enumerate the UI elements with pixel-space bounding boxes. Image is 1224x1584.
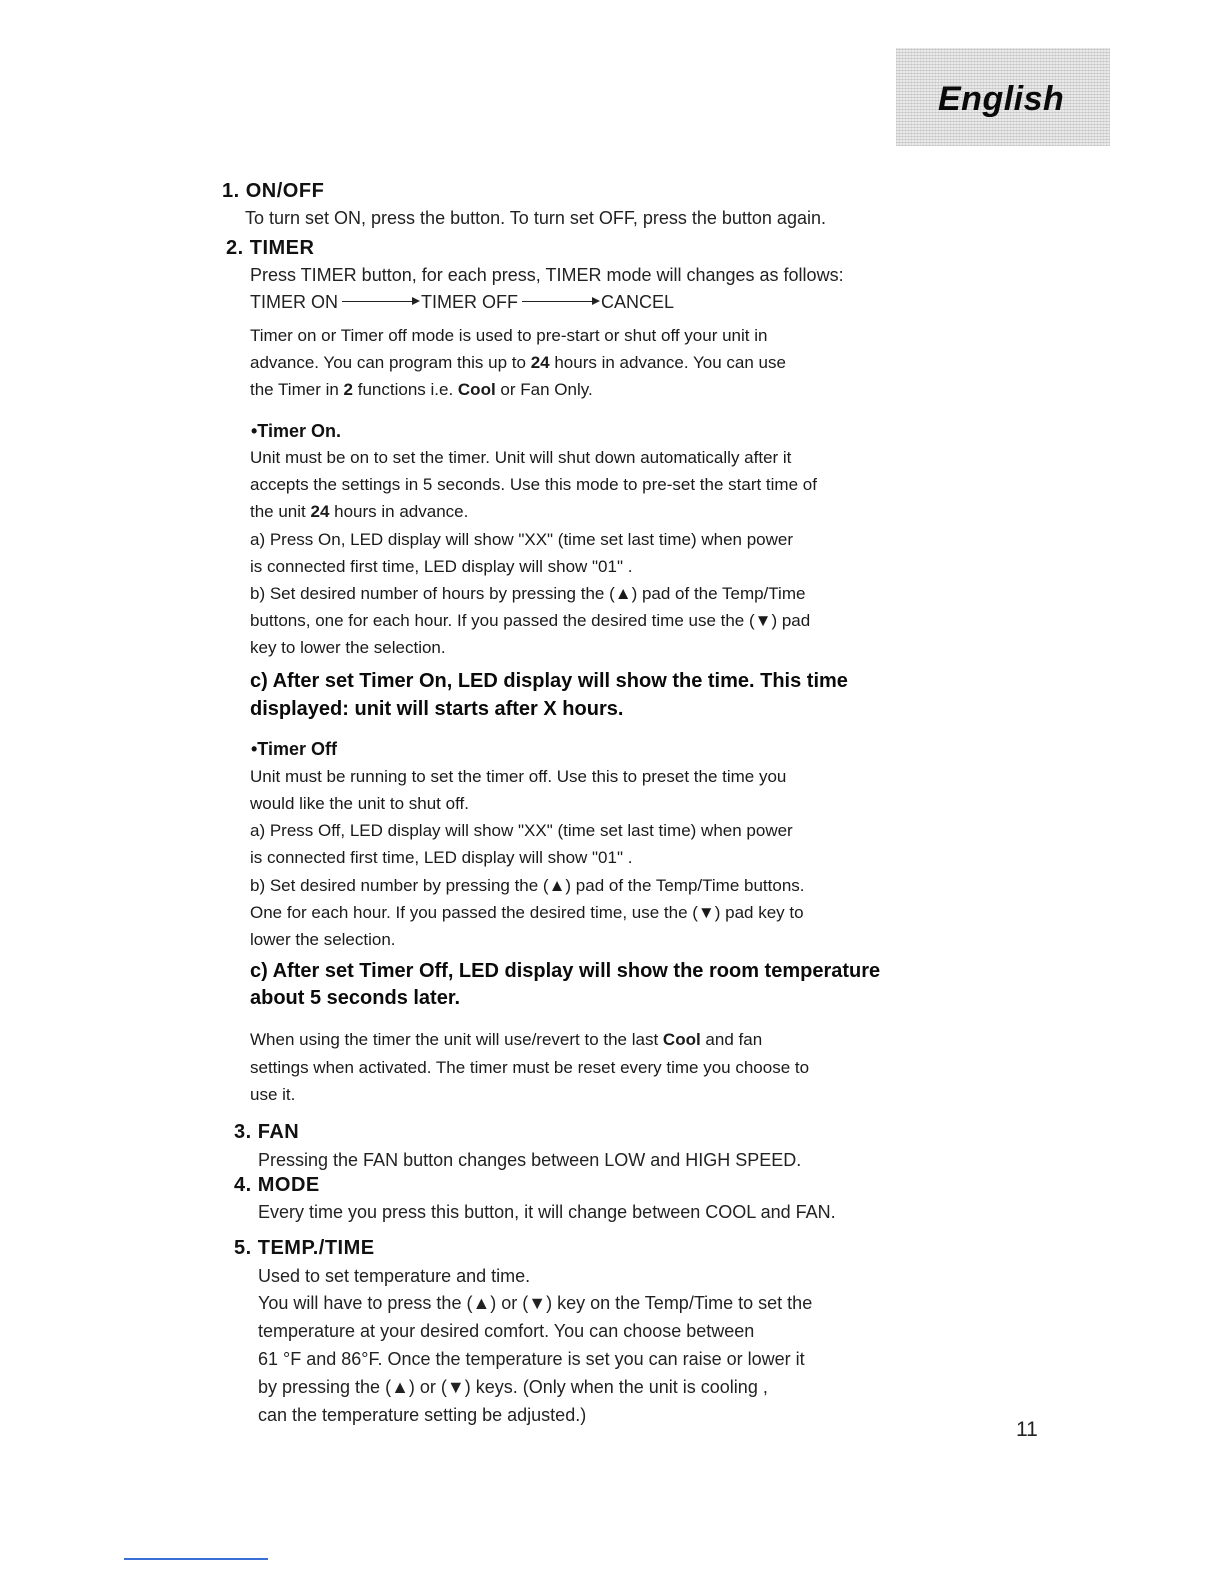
timer-on-step-b: b) Set desired number of hours by pressing the (▲) pad of the Temp/Time bbox=[250, 584, 806, 603]
temp-time-line: You will have to press the (▲) or (▼) key on the Temp/Time to set the bbox=[258, 1293, 813, 1313]
timer-note-line: When using the timer the unit will use/revert to the last Cool and fan bbox=[250, 1030, 763, 1049]
timer-off-title: •Timer Off bbox=[251, 739, 337, 759]
on-off-description: To turn set ON, press the button. To turn set OFF, press the button again. bbox=[245, 208, 826, 228]
timer-off-step-a: a) Press Off, LED display will show "XX" (time set last time) when power bbox=[250, 821, 793, 840]
timer-paragraph-line: the Timer in 2 functions i.e. Cool or Fan Only. bbox=[250, 380, 593, 399]
footer-rule bbox=[124, 1558, 268, 1560]
timer-on-title: •Timer On. bbox=[251, 421, 341, 441]
page-number: 11 bbox=[1016, 1418, 1038, 1441]
timer-off-line: would like the unit to shut off. bbox=[250, 794, 469, 813]
timer-off-step-b-cont: One for each hour. If you passed the desired time, use the (▼) pad key to bbox=[250, 903, 804, 922]
timer-intro: Press TIMER button, for each press, TIMER mode will changes as follows: bbox=[250, 265, 844, 285]
temp-time-line: temperature at your desired comfort. You can choose between bbox=[258, 1321, 755, 1341]
timer-on-line: Unit must be on to set the timer. Unit will shut down automatically after it bbox=[250, 448, 792, 467]
timer-on-step-c-cont: displayed: unit will starts after X hours. bbox=[250, 698, 624, 720]
timer-off-step-c-cont: about 5 seconds later. bbox=[250, 987, 461, 1009]
section-heading-timer: 2. TIMER bbox=[226, 237, 315, 259]
timer-on-line: accepts the settings in 5 seconds. Use this mode to pre-set the start time of bbox=[250, 475, 817, 494]
section-heading-temp-time: 5. TEMP./TIME bbox=[234, 1237, 375, 1259]
timer-paragraph-line: advance. You can program this up to 24 hours in advance. You can use bbox=[250, 353, 786, 372]
temp-time-line: 61 °F and 86°F. Once the temperature is set you can raise or lower it bbox=[258, 1349, 805, 1369]
timer-off-step-b-cont: lower the selection. bbox=[250, 930, 396, 949]
section-heading-mode: 4. MODE bbox=[234, 1174, 320, 1196]
timer-on-step-c: c) After set Timer On, LED display will show the time. This time bbox=[250, 670, 848, 692]
section-heading-on-off: 1. ON/OFF bbox=[222, 180, 325, 202]
language-label: English bbox=[938, 80, 1065, 118]
temp-time-line: Used to set temperature and time. bbox=[258, 1266, 531, 1286]
timer-on-step-a-cont: is connected first time, LED display will show "01" . bbox=[250, 557, 633, 576]
timer-on-step-a: a) Press On, LED display will show "XX" (time set last time) when power bbox=[250, 530, 794, 549]
timer-off-line: Unit must be running to set the timer off. Use this to preset the time you bbox=[250, 767, 787, 786]
right-arrow-icon bbox=[342, 301, 418, 303]
timer-off-step-c: c) After set Timer Off, LED display will show the room temperature bbox=[250, 960, 881, 982]
temp-time-line: by pressing the (▲) or (▼) keys. (Only when the unit is cooling , bbox=[258, 1377, 768, 1397]
timer-sequence bbox=[250, 292, 674, 313]
timer-on-line: the unit 24 hours in advance. bbox=[250, 502, 469, 521]
timer-seq-on: TIMER ON bbox=[250, 292, 338, 312]
timer-on-step-b-cont: key to lower the selection. bbox=[250, 638, 446, 657]
timer-seq-off: TIMER OFF bbox=[421, 292, 518, 312]
mode-description: Every time you press this button, it will change between COOL and FAN. bbox=[258, 1202, 836, 1222]
temp-time-line: can the temperature setting be adjusted.) bbox=[258, 1405, 587, 1425]
timer-seq-cancel: CANCEL bbox=[601, 292, 675, 312]
timer-off-step-a-cont: is connected first time, LED display will show "01" . bbox=[250, 848, 633, 867]
right-arrow-icon bbox=[522, 301, 598, 303]
timer-paragraph-line: Timer on or Timer off mode is used to pre-start or shut off your unit in bbox=[250, 326, 768, 345]
timer-note-line: settings when activated. The timer must be reset every time you choose to bbox=[250, 1058, 810, 1077]
timer-note-line: use it. bbox=[250, 1085, 296, 1104]
timer-off-step-b: b) Set desired number by pressing the (▲) pad of the Temp/Time buttons. bbox=[250, 876, 805, 895]
timer-on-step-b-cont: buttons, one for each hour. If you passed the desired time use the (▼) pad bbox=[250, 611, 811, 630]
section-heading-fan: 3. FAN bbox=[234, 1121, 300, 1143]
fan-description: Pressing the FAN button changes between LOW and HIGH SPEED. bbox=[258, 1150, 802, 1170]
